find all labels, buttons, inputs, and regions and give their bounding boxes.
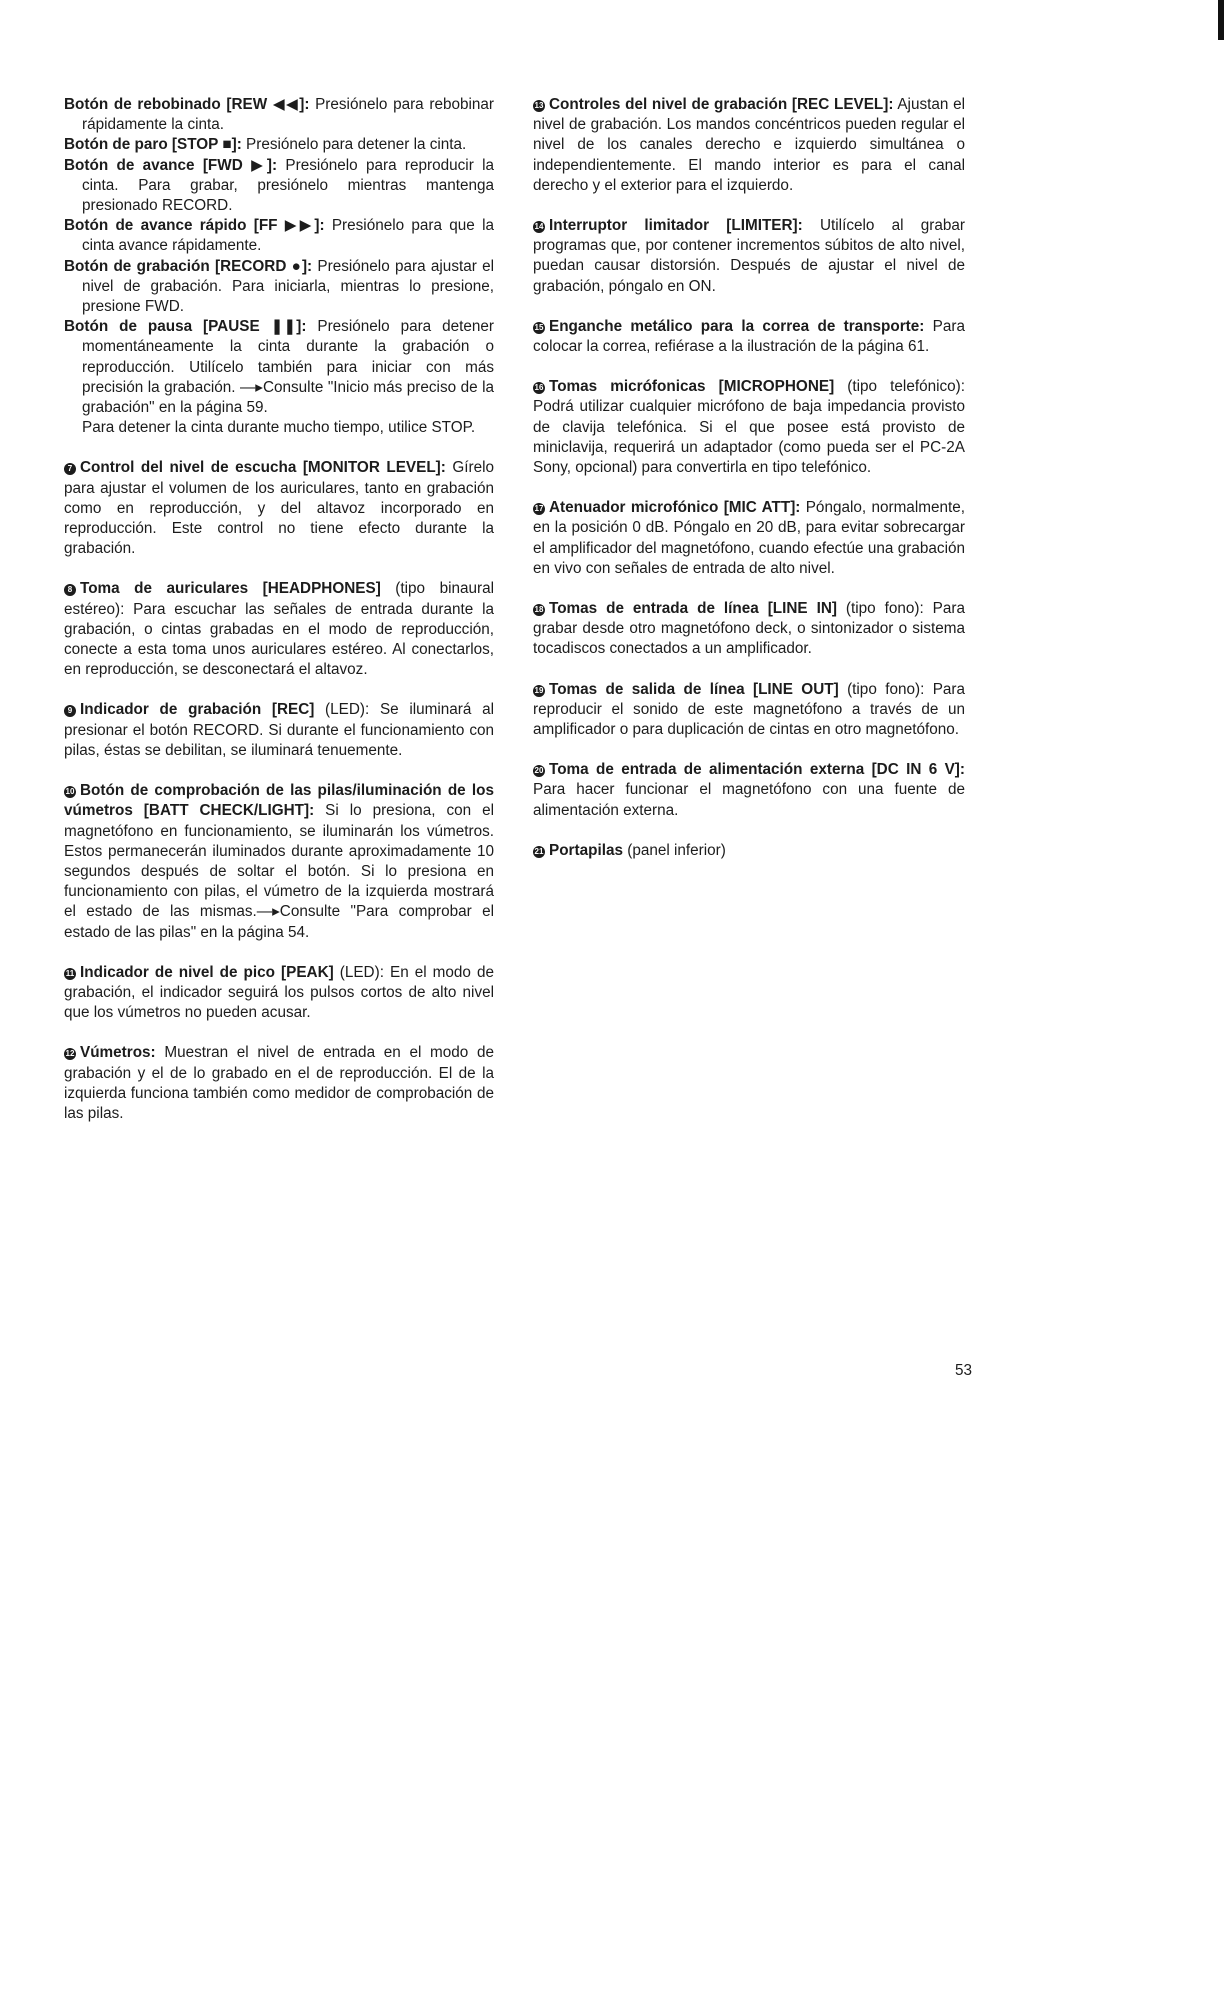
circled-number-20: 20 bbox=[534, 766, 544, 776]
fwd-button-entry: Botón de avance [FWD ▶]: Presiónelo para reproducir la cinta. Para grabar, presiónelo mientras mantenga presionado RECORD. bbox=[64, 156, 495, 215]
item-17-mic-att: 17 Atenuador microfónico [MIC ATT]: Póngalo, normalmente, en la posición 0 dB. Póngalo en 20 dB, para evitar sobrecargar el amplificador del magnetófono, cuando efectúe una grabación en vivo con señales de entrada de alto nivel. bbox=[533, 499, 965, 577]
item-13-rec-level: 13 Controles del nivel de grabación [REC LEVEL]: Ajustan el nivel de grabación. Los mandos concéntricos pueden regular el nivel de los canales derecho e izquierdo simultánea o independientemente. El mando interior es para el canal derecho y el exterior para el izquierdo. bbox=[533, 96, 965, 194]
item-21-battery-holder: 21 Portapilas (panel inferior) bbox=[534, 841, 726, 859]
item-18-line-in: 18 Tomas de entrada de línea [LINE IN] (tipo fono): Para grabar desde otro magnetófono deck, o sintonizador o sistema tocadiscos conectados a un amplificador. bbox=[533, 600, 965, 658]
stop-button-entry: Botón de paro [STOP ■]: Presiónelo para detener la cinta. bbox=[64, 136, 467, 154]
right-column bbox=[533, 95, 965, 861]
circled-number-21: 21 bbox=[534, 846, 544, 856]
item-10-batt-check: 10 Botón de comprobación de las pilas/iluminación de los vúmetros [BATT CHECK/LIGHT]: Si lo presiona, con el magnetófono en funcionamiento, se iluminarán los vúmetros. Estos permanecerán iluminados durante aproximadamente 10 segundos después de soltar el botón. Si lo presiona en funcionamiento con pilas, el vúmetro de la izquierda mostrará el estado de las mismas.—▸Consulte "Para comprobar el estado de las pilas" en la página 54. bbox=[64, 782, 494, 941]
rew-button-entry: Botón de rebobinado [REW ◀◀]: Presiónelo para rebobinar rápidamente la cinta. bbox=[64, 96, 495, 134]
item-20-dc-in: 20 Toma de entrada de alimentación externa [DC IN 6 V]: Para hacer funcionar el magnetófono con una fuente de alimentación externa. bbox=[533, 761, 965, 819]
pause-button-entry: Botón de pausa [PAUSE ❚❚]: Presiónelo para detener momentáneamente la cinta durante la grabación o reproducción. Utilícelo también para iniciar con más precisión la grabación. —▸Consulte "Inicio más preciso de la grabación" en la página 59. bbox=[64, 318, 494, 417]
item-16-microphone: 16 Tomas micrófonicas [MICROPHONE] (tipo telefónico): Podrá utilizar cualquier micrófono de baja impedancia provisto de clavija telefónica. Si el que posee está provisto de miniclavija, requerirá un adaptador (como pueda ser el PC-2A Sony, opcional) para convertirla en tipo telefónico. bbox=[533, 378, 965, 477]
pause-extra-note: Para detener la cinta durante mucho tiempo, utilice STOP. bbox=[82, 419, 476, 437]
item-15-strap-hook: 15 Enganche metálico para la correa de transporte: Para colocar la correa, refiérase a la ilustración de la página 61. bbox=[533, 317, 965, 356]
circled-number-11: 11 bbox=[65, 968, 75, 978]
circled-number-7: 7 bbox=[64, 463, 76, 475]
circled-number-19: 19 bbox=[534, 685, 544, 695]
circled-number-13: 13 bbox=[534, 101, 544, 110]
circled-number-10: 10 bbox=[65, 787, 75, 797]
page-number: 53 bbox=[955, 1362, 973, 1379]
item-11-peak: 11 Indicador de nivel de pico [PEAK] (LED): En el modo de grabación, el indicador seguirá los pulsos cortos de alto nivel que los vúmetros no pueden acusar. bbox=[64, 963, 494, 1022]
item-9-rec-indicator: 9 Indicador de grabación [REC] (LED): Se iluminará al presionar el botón RECORD. Si durante el funcionamiento con pilas, éstas se debilitan, se iluminará tenuemente. bbox=[64, 701, 494, 759]
circled-number-14: 14 bbox=[534, 222, 544, 232]
circled-number-17: 17 bbox=[534, 504, 544, 514]
circled-number-12: 12 bbox=[65, 1049, 75, 1059]
ff-button-entry: Botón de avance rápido [FF ▶▶]: Presiónelo para que la cinta avance rápidamente. bbox=[64, 217, 494, 255]
circled-number-8: 8 bbox=[64, 584, 76, 596]
left-column bbox=[64, 95, 494, 1124]
item-19-line-out: 19 Tomas de salida de línea [LINE OUT] (tipo fono): Para reproducir el sonido de este magnetófono a través de un amplificador o para duplicación de cintas en otro magnetófono. bbox=[533, 680, 966, 739]
item-12-vu-meters: 12 Vúmetros: Muestran el nivel de entrada en el modo de grabación y el de lo grabado en el de reproducción. El de la izquierda funciona también como medidor de comprobación de las pilas. bbox=[64, 1044, 494, 1122]
circled-number-16: 16 bbox=[534, 383, 544, 393]
circled-number-9: 9 bbox=[64, 705, 76, 717]
item-7-monitor-level: 7 Control del nivel de escucha [MONITOR LEVEL]: Gírelo para ajustar el volumen de los auriculares, tanto en grabación como en reproducción, y del altavoz incorporado en reproducción. Este control no tiene efecto durante la grabación. bbox=[64, 459, 494, 558]
item-14-limiter: 14 Interruptor limitador [LIMITER]: Utilícelo al grabar programas que, por contener incrementos súbitos de alto nivel, puedan causar distorsión. Después de ajustar el nivel de grabación, póngalo en ON. bbox=[533, 217, 965, 295]
record-button-entry: Botón de grabación [RECORD ●]: Presiónelo para ajustar el nivel de grabación. Para iniciarla, mientras lo presione, presione FWD. bbox=[64, 257, 495, 316]
item-8-headphones: 8 Toma de auriculares [HEADPHONES] (tipo binaural estéreo): Para escuchar las señales de entrada durante la grabación, o cintas grabadas en el modo de reproducción, conecte a esta toma unos auriculares estéreo. Al conectarlos, en reproducción, se desconectará el altavoz. bbox=[64, 580, 494, 679]
page-edge-mark bbox=[1218, 0, 1224, 40]
circled-number-18: 18 bbox=[534, 605, 544, 615]
circled-number-15: 15 bbox=[534, 322, 544, 332]
